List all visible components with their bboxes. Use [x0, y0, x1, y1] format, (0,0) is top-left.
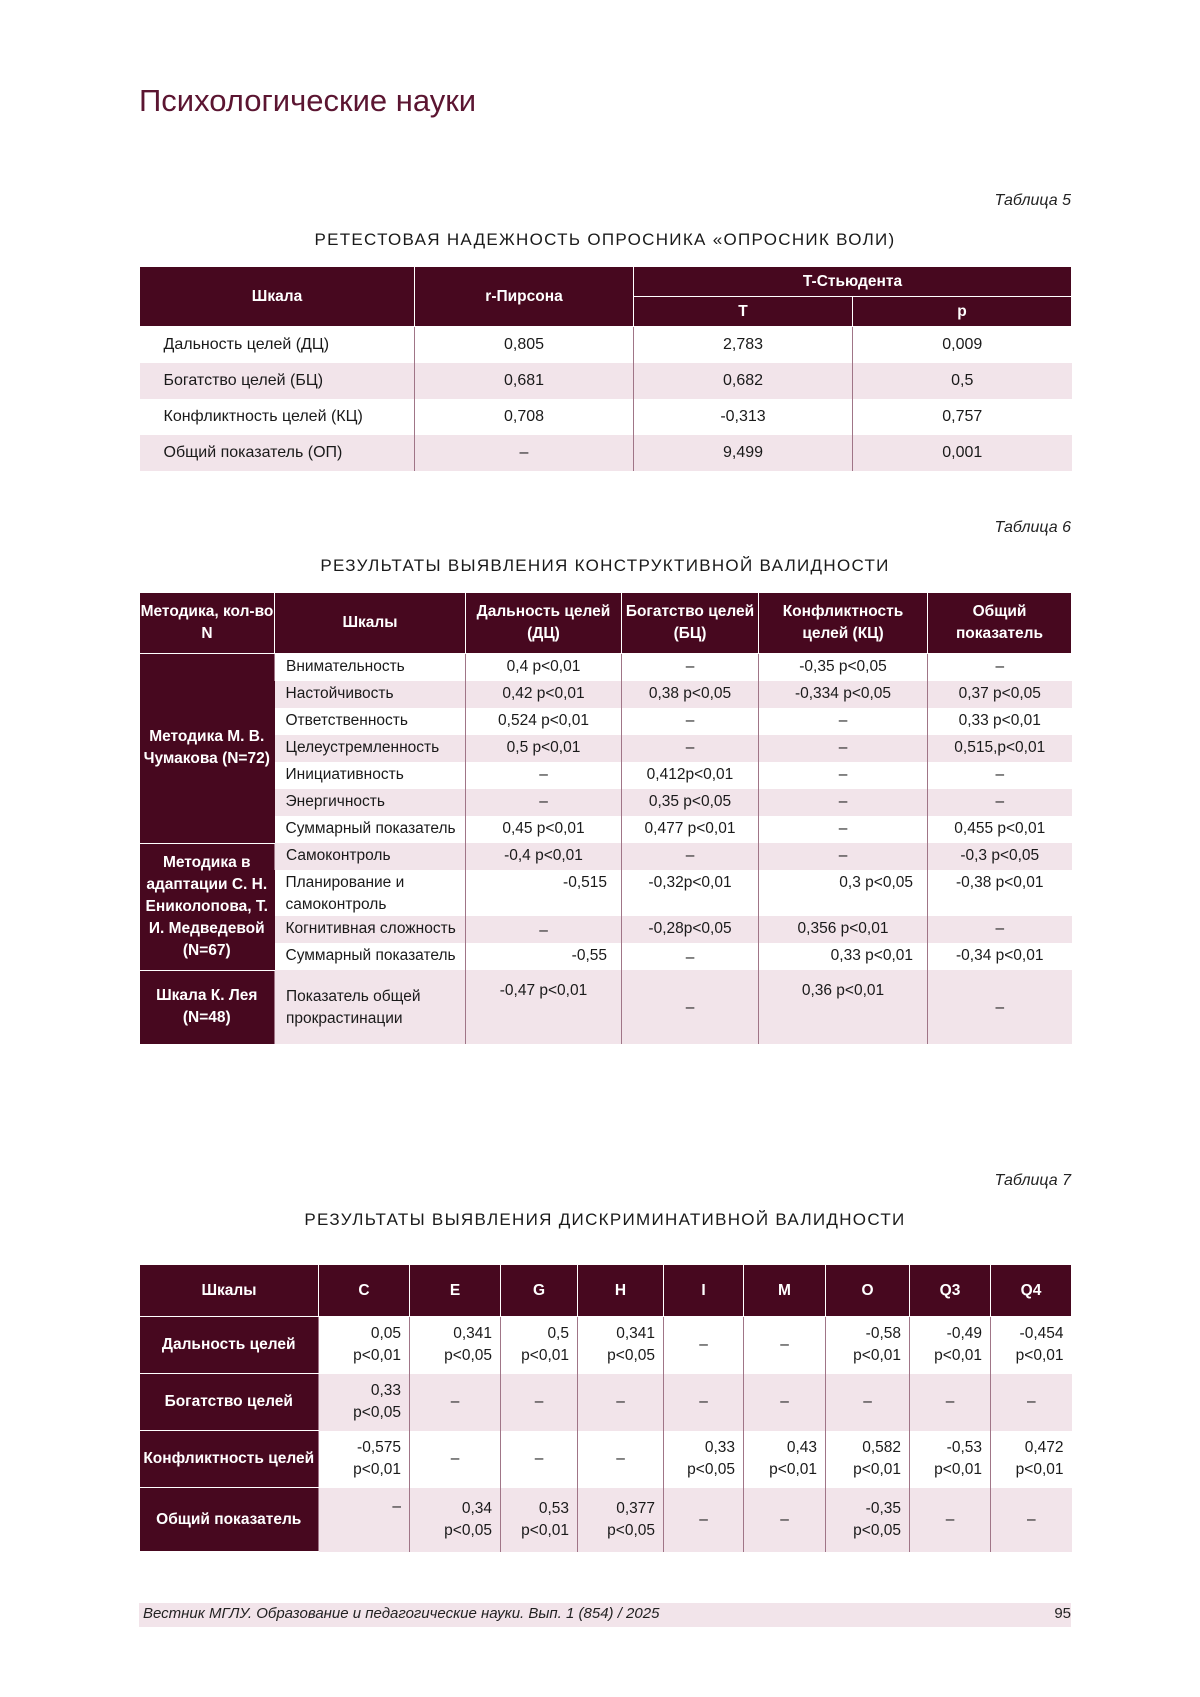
table-cell: –	[928, 789, 1072, 816]
table-cell: –	[501, 1374, 578, 1431]
table-cell: -0,454 p<0,01	[991, 1317, 1072, 1374]
table-cell: Самоконтроль	[275, 843, 466, 870]
table-cell: 0,472 p<0,01	[991, 1431, 1072, 1488]
table-row	[140, 399, 1072, 435]
col-header: r-Пирсона	[415, 267, 634, 327]
table-cell: 0,455 p<0,01	[928, 816, 1072, 843]
table-cell: Общий показатель (ОП)	[140, 435, 415, 471]
table-cell: –	[759, 789, 928, 816]
table-cell: Планирование и самоконтроль	[275, 870, 466, 916]
table-cell: 0,34 p<0,05	[410, 1488, 501, 1552]
col-header: Дальность целей (ДЦ)	[466, 593, 622, 654]
table-row	[140, 816, 1072, 843]
table-cell: 0,412p<0,01	[622, 762, 759, 789]
table-cell: Конфликтность целей (КЦ)	[140, 399, 415, 435]
table-title: РЕТЕСТОВАЯ НАДЕЖНОСТЬ ОПРОСНИКА «ОПРОСНИК ВОЛИ)	[139, 230, 1071, 250]
table-row	[140, 970, 1072, 1044]
table-row	[140, 943, 1072, 970]
table-row	[140, 843, 1072, 870]
table-cell: –	[991, 1488, 1072, 1552]
table-cell: 0,805	[415, 327, 634, 364]
col-header: G	[501, 1265, 578, 1317]
col-header: I	[664, 1265, 744, 1317]
table-cell: -0,4 p<0,01	[466, 843, 622, 870]
table-cell: 0,33 p<0,01	[928, 708, 1072, 735]
table-row	[140, 735, 1072, 762]
col-header: p	[853, 297, 1072, 327]
table-cell: 0,38 p<0,05	[622, 681, 759, 708]
page-number: 95	[1054, 1605, 1071, 1622]
table-cell: –	[410, 1431, 501, 1488]
col-header: H	[578, 1265, 664, 1317]
col-header: Общий показатель	[928, 593, 1072, 654]
col-header: M	[744, 1265, 826, 1317]
table-row	[140, 1317, 1072, 1374]
table-cell: -0,313	[634, 399, 853, 435]
col-header: Шкала	[140, 267, 415, 327]
table-cell: 2,783	[634, 327, 853, 364]
table-discriminant-validity	[139, 1264, 1072, 1552]
row-header: Конфликтность целей	[140, 1431, 319, 1488]
col-header: T-Стьюдента	[634, 267, 1072, 297]
table-cell: –	[910, 1488, 991, 1552]
table-cell: -0,35 p<0,05	[759, 654, 928, 682]
table-row	[140, 681, 1072, 708]
table-cell: –	[501, 1431, 578, 1488]
table-cell: 0,009	[853, 327, 1072, 364]
table-cell: –	[744, 1488, 826, 1552]
table-cell: 0,681	[415, 363, 634, 399]
table-cell: –	[759, 843, 928, 870]
table-cell: Суммарный показатель	[275, 943, 466, 970]
table-cell: 0,43 p<0,01	[744, 1431, 826, 1488]
table-caption: Таблица 5	[995, 192, 1071, 210]
table-cell: Инициативность	[275, 762, 466, 789]
table-row	[140, 762, 1072, 789]
table-cell: –	[759, 762, 928, 789]
table-cell: –	[928, 762, 1072, 789]
row-header: Дальность целей	[140, 1317, 319, 1374]
table-row	[140, 916, 1072, 943]
table-cell: 0,35 p<0,05	[622, 789, 759, 816]
table-cell: 0,341 p<0,05	[410, 1317, 501, 1374]
table-cell: -0,58 p<0,01	[826, 1317, 910, 1374]
table-cell: 0,05 p<0,01	[319, 1317, 410, 1374]
table-cell: -0,35 p<0,05	[826, 1488, 910, 1552]
table-cell: -0,575 p<0,01	[319, 1431, 410, 1488]
col-header: Шкалы	[275, 593, 466, 654]
table-cell: 0,477 p<0,01	[622, 816, 759, 843]
table-cell: 0,524 p<0,01	[466, 708, 622, 735]
table-row	[140, 435, 1072, 471]
table-cell: –	[744, 1374, 826, 1431]
table-cell: –	[826, 1374, 910, 1431]
table-cell: –	[319, 1488, 410, 1552]
table-row	[140, 870, 1072, 916]
table-cell: 0,515,p<0,01	[928, 735, 1072, 762]
table-cell: Настойчивость	[275, 681, 466, 708]
row-header: Богатство целей	[140, 1374, 319, 1431]
table-cell: –	[928, 970, 1072, 1044]
table-cell: –	[622, 708, 759, 735]
table-cell: Показатель общей прокрастинации	[275, 970, 466, 1044]
col-header: Богатство целей (БЦ)	[622, 593, 759, 654]
table-cell: 0,356 p<0,01	[759, 916, 928, 943]
table-cell: –	[622, 843, 759, 870]
table-cell: 9,499	[634, 435, 853, 471]
table-cell: –	[578, 1374, 664, 1431]
table-cell: -0,49 p<0,01	[910, 1317, 991, 1374]
table-cell: Энергичность	[275, 789, 466, 816]
table-cell: 0,001	[853, 435, 1072, 471]
col-header: E	[410, 1265, 501, 1317]
table-cell: 0,682	[634, 363, 853, 399]
table-cell: –	[991, 1374, 1072, 1431]
table-cell: –	[759, 735, 928, 762]
table-cell: 0,377 p<0,05	[578, 1488, 664, 1552]
table-cell: –	[928, 916, 1072, 943]
table-cell: Когнитивная сложность	[275, 916, 466, 943]
table-cell: –	[622, 943, 759, 970]
table-caption: Таблица 6	[995, 519, 1071, 537]
table-row	[140, 1431, 1072, 1488]
col-header: Q3	[910, 1265, 991, 1317]
table-cell: -0,38 p<0,01	[928, 870, 1072, 916]
table-cell: -0,28p<0,05	[622, 916, 759, 943]
table-cell: 0,33 p<0,01	[759, 943, 928, 970]
table-cell: 0,33 p<0,05	[664, 1431, 744, 1488]
table-cell: –	[928, 654, 1072, 682]
table-cell: 0,3 p<0,05	[759, 870, 928, 916]
table-cell: –	[759, 816, 928, 843]
col-header: Конфликтность целей (КЦ)	[759, 593, 928, 654]
table-cell: –	[466, 789, 622, 816]
table-cell: -0,55	[466, 943, 622, 970]
table-cell: Дальность целей (ДЦ)	[140, 327, 415, 364]
table-cell: –	[466, 916, 622, 943]
table-cell: –	[578, 1431, 664, 1488]
table-title: РЕЗУЛЬТАТЫ ВЫЯВЛЕНИЯ ДИСКРИМИНАТИВНОЙ ВАЛИДНОСТИ	[139, 1210, 1071, 1230]
col-header: Q4	[991, 1265, 1072, 1317]
footer-journal: Вестник МГЛУ. Образование и педагогические науки. Вып. 1 (854) / 2025	[143, 1605, 659, 1622]
table-cell: 0,45 p<0,01	[466, 816, 622, 843]
method-group-label: Методика М. В. Чумакова (N=72)	[140, 654, 275, 844]
table-title: РЕЗУЛЬТАТЫ ВЫЯВЛЕНИЯ КОНСТРУКТИВНОЙ ВАЛИДНОСТИ	[139, 556, 1071, 576]
table-row	[140, 1488, 1072, 1552]
table-cell: 0,42 p<0,01	[466, 681, 622, 708]
table-cell: –	[664, 1317, 744, 1374]
table-cell: –	[664, 1488, 744, 1552]
table-cell: –	[622, 735, 759, 762]
table-cell: 0,708	[415, 399, 634, 435]
table-cell: –	[622, 654, 759, 682]
table-cell: 0,37 p<0,05	[928, 681, 1072, 708]
table-cell: Богатство целей (БЦ)	[140, 363, 415, 399]
table-cell: -0,53 p<0,01	[910, 1431, 991, 1488]
table-row	[140, 1374, 1072, 1431]
table-cell: –	[466, 762, 622, 789]
table-row	[140, 789, 1072, 816]
table-cell: -0,334 p<0,05	[759, 681, 928, 708]
table-cell: 0,341 p<0,05	[578, 1317, 664, 1374]
table-cell: -0,34 p<0,01	[928, 943, 1072, 970]
page-title: Психологические науки	[139, 83, 476, 119]
table-cell: Ответственность	[275, 708, 466, 735]
col-header: T	[634, 297, 853, 327]
table-cell: -0,32p<0,01	[622, 870, 759, 916]
table-cell: 0,5 p<0,01	[466, 735, 622, 762]
table-cell: –	[910, 1374, 991, 1431]
table-retest-reliability	[139, 266, 1072, 471]
col-header: O	[826, 1265, 910, 1317]
table-cell: –	[664, 1374, 744, 1431]
table-cell: Целеустремленность	[275, 735, 466, 762]
table-caption: Таблица 7	[995, 1172, 1071, 1190]
row-header: Общий показатель	[140, 1488, 319, 1552]
table-row	[140, 708, 1072, 735]
table-cell: -0,47 p<0,01	[466, 970, 622, 1044]
method-group-label: Методика в адаптации С. Н. Ениколопова, Т. И. Медведевой (N=67)	[140, 843, 275, 970]
table-cell: –	[415, 435, 634, 471]
table-cell: Внимательность	[275, 654, 466, 682]
table-cell: 0,5	[853, 363, 1072, 399]
col-header: Шкалы	[140, 1265, 319, 1317]
table-row	[140, 327, 1072, 364]
table-cell: 0,33 p<0,05	[319, 1374, 410, 1431]
table-cell: Суммарный показатель	[275, 816, 466, 843]
method-group-label: Шкала К. Лея (N=48)	[140, 970, 275, 1044]
table-cell: 0,757	[853, 399, 1072, 435]
table-cell: -0,3 p<0,05	[928, 843, 1072, 870]
table-row	[140, 363, 1072, 399]
table-construct-validity	[139, 592, 1072, 1045]
col-header: Методика, кол-во N	[140, 593, 275, 654]
table-cell: –	[744, 1317, 826, 1374]
table-row	[140, 654, 1072, 682]
col-header: C	[319, 1265, 410, 1317]
table-cell: 0,4 p<0,01	[466, 654, 622, 682]
table-cell: 0,582 p<0,01	[826, 1431, 910, 1488]
table-cell: –	[759, 708, 928, 735]
table-cell: 0,5 p<0,01	[501, 1317, 578, 1374]
table-cell: –	[622, 970, 759, 1044]
table-cell: -0,515	[466, 870, 622, 916]
table-cell: –	[410, 1374, 501, 1431]
table-cell: 0,36 p<0,01	[759, 970, 928, 1044]
table-cell: 0,53 p<0,01	[501, 1488, 578, 1552]
